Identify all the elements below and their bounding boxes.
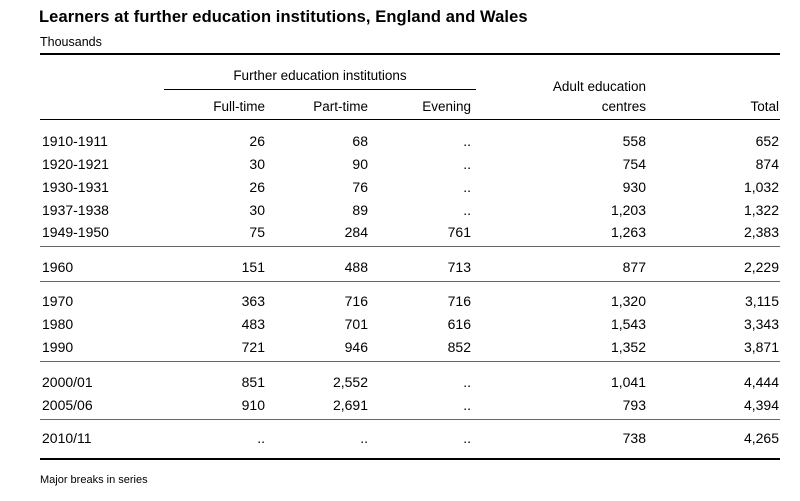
cell-full-time: 75 — [249, 224, 265, 240]
cell-adult: 1,352 — [610, 339, 646, 355]
cell-evening: .. — [463, 179, 471, 195]
cell-full-time: 30 — [249, 202, 265, 218]
cell-full-time: .. — [257, 430, 265, 446]
col-header-total: Total — [750, 99, 779, 114]
cell-adult: 738 — [622, 430, 646, 446]
cell-year: 1970 — [42, 293, 74, 309]
cell-evening: 761 — [447, 224, 471, 240]
cell-total: 1,032 — [743, 179, 779, 195]
cell-part-time: 76 — [352, 179, 368, 195]
cell-adult: 930 — [622, 179, 646, 195]
cell-full-time: 26 — [249, 133, 265, 149]
cell-full-time: 910 — [241, 397, 265, 413]
cell-part-time: 2,691 — [332, 397, 368, 413]
table-row — [0, 428, 800, 450]
cell-part-time: 89 — [352, 202, 368, 218]
section-separator — [40, 281, 780, 282]
cell-total: 3,871 — [743, 339, 779, 355]
cell-full-time: 151 — [241, 259, 265, 275]
cell-year: 1920-1921 — [42, 156, 109, 172]
cell-year: 1949-1950 — [42, 224, 109, 240]
cell-part-time: .. — [360, 430, 368, 446]
cell-adult: 558 — [622, 133, 646, 149]
table-row — [0, 395, 800, 417]
cell-evening: .. — [463, 133, 471, 149]
cell-total: 2,229 — [743, 259, 779, 275]
units-label: Thousands — [40, 35, 102, 49]
cell-adult: 877 — [622, 259, 646, 275]
table-row — [0, 154, 800, 176]
table-row — [0, 291, 800, 313]
table-row — [0, 257, 800, 279]
col-header-part-time: Part-time — [313, 99, 368, 114]
cell-evening: .. — [463, 374, 471, 390]
cell-full-time: 30 — [249, 156, 265, 172]
col-header-adult-line1: Adult education — [552, 79, 646, 94]
cell-total: 3,115 — [745, 293, 779, 309]
cell-adult: 1,320 — [610, 293, 646, 309]
cell-year: 2005/06 — [42, 397, 93, 413]
cell-total: 652 — [755, 133, 779, 149]
cell-evening: 716 — [447, 293, 471, 309]
cell-year: 1937-1938 — [42, 202, 109, 218]
cell-total: 4,394 — [743, 397, 779, 413]
cell-evening: .. — [463, 202, 471, 218]
table-row — [0, 337, 800, 359]
cell-evening: 852 — [447, 339, 471, 355]
cell-total: 3,343 — [743, 316, 779, 332]
cell-total: 4,265 — [743, 430, 779, 446]
cell-adult: 1,203 — [610, 202, 646, 218]
cell-total: 2,383 — [743, 224, 779, 240]
cell-total: 874 — [755, 156, 779, 172]
cell-part-time: 284 — [344, 224, 368, 240]
cell-adult: 754 — [622, 156, 646, 172]
section-separator — [40, 419, 780, 420]
cell-adult: 793 — [622, 397, 646, 413]
table-row — [0, 200, 800, 222]
cell-adult: 1,041 — [610, 374, 646, 390]
cell-year: 1960 — [42, 259, 74, 275]
cell-part-time: 701 — [344, 316, 368, 332]
bottom-rule — [40, 458, 780, 460]
col-header-adult-line2: centres — [601, 99, 646, 114]
header-rule — [40, 119, 780, 120]
top-rule — [40, 53, 780, 55]
cell-year: 1930-1931 — [42, 179, 109, 195]
cell-adult: 1,263 — [610, 224, 646, 240]
cell-full-time: 26 — [249, 179, 265, 195]
table-row — [0, 222, 800, 244]
cell-evening: 616 — [447, 316, 471, 332]
cell-evening: .. — [463, 430, 471, 446]
table-row — [0, 314, 800, 336]
section-separator — [40, 361, 780, 362]
cell-part-time: 90 — [352, 156, 368, 172]
col-header-evening: Evening — [422, 99, 471, 114]
footnote: Major breaks in series — [40, 474, 148, 486]
col-header-full-time: Full-time — [213, 99, 265, 114]
cell-part-time: 946 — [344, 339, 368, 355]
cell-year: 2010/11 — [42, 430, 92, 446]
cell-year: 1980 — [42, 316, 74, 332]
cell-evening: .. — [463, 156, 471, 172]
section-separator — [40, 246, 780, 247]
cell-year: 1910-1911 — [42, 133, 108, 149]
group-header-rule — [164, 89, 476, 90]
cell-full-time: 721 — [241, 339, 265, 355]
table-row — [0, 372, 800, 394]
cell-part-time: 2,552 — [332, 374, 368, 390]
table-row — [0, 131, 800, 153]
cell-full-time: 483 — [241, 316, 265, 332]
cell-year: 1990 — [42, 339, 74, 355]
group-header-fe: Further education institutions — [233, 68, 407, 83]
table-row — [0, 177, 800, 199]
cell-year: 2000/01 — [42, 374, 93, 390]
cell-total: 4,444 — [743, 374, 779, 390]
cell-full-time: 851 — [241, 374, 265, 390]
cell-part-time: 68 — [352, 133, 368, 149]
cell-part-time: 488 — [344, 259, 368, 275]
cell-evening: .. — [463, 397, 471, 413]
page-title: Learners at further education institutions, England and Wales — [39, 8, 528, 26]
cell-total: 1,322 — [743, 202, 779, 218]
cell-part-time: 716 — [344, 293, 368, 309]
cell-evening: 713 — [447, 259, 471, 275]
cell-adult: 1,543 — [610, 316, 646, 332]
cell-full-time: 363 — [241, 293, 265, 309]
